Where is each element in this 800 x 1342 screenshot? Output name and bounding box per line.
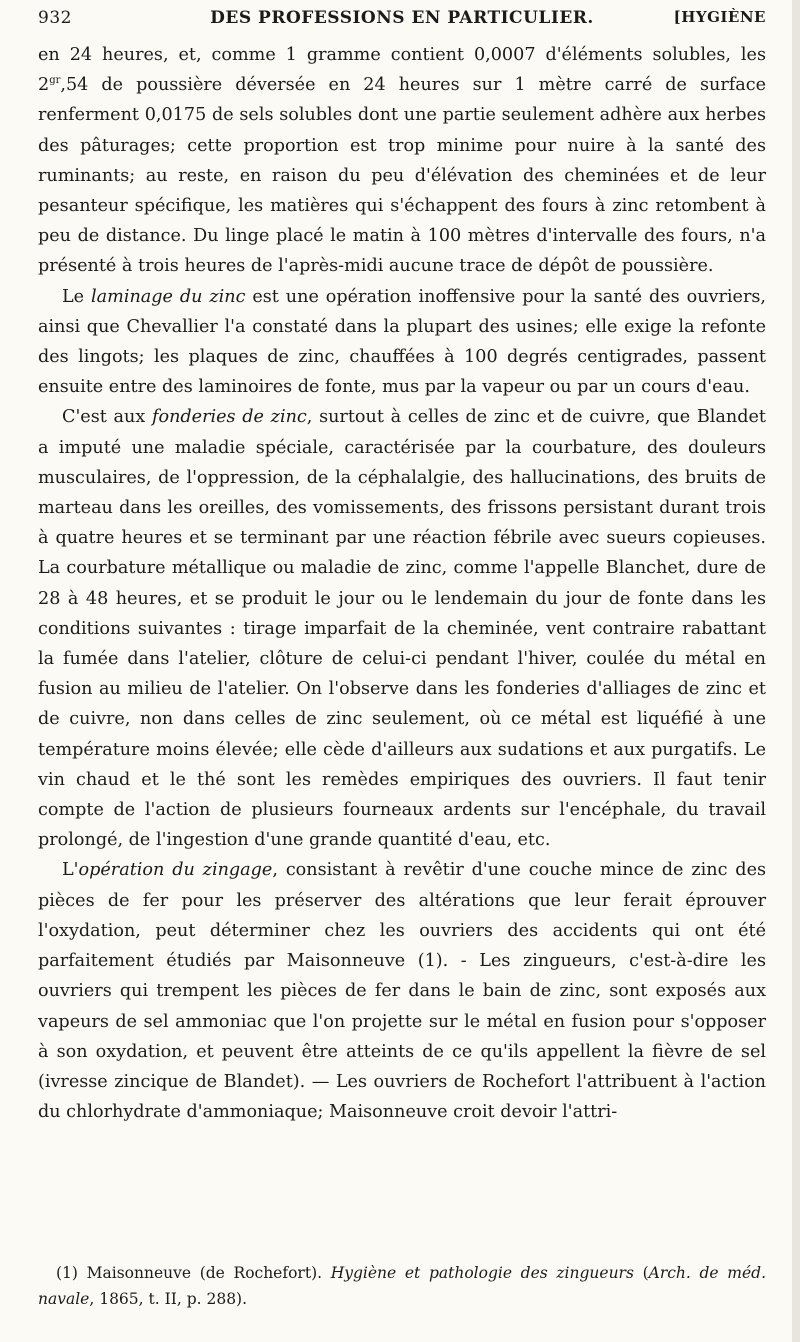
footnote-text-c: , 1865, t. II, p. 288).	[89, 1290, 248, 1308]
body-text	[38, 40, 766, 1127]
paragraph-3-text-a: C'est aux	[62, 407, 152, 428]
paragraph-3	[38, 402, 766, 855]
page-number: 932	[38, 8, 72, 28]
paragraph-4-emphasis: opération du zingage	[78, 860, 273, 881]
paragraph-1	[38, 40, 766, 282]
paragraph-2	[38, 282, 766, 403]
page-edge-shadow	[792, 0, 800, 1342]
paragraph-1-text-a: en 24 heures, et, comme 1 gramme contient 0,0007 d'éléments solubles, les 2	[38, 45, 766, 96]
footnote	[38, 1260, 766, 1312]
running-title: DES PROFESSIONS EN PARTICULIER.	[210, 8, 594, 28]
paragraph-4-text-a: L'	[62, 860, 79, 881]
paragraph-2-text-a: Le	[62, 286, 92, 307]
footnote-text-b: (	[633, 1264, 649, 1282]
paragraph-4	[38, 855, 766, 1127]
footnote-text-a: (1) Maisonneuve (de Rochefort).	[56, 1264, 331, 1282]
gram-superscript: gr	[49, 75, 61, 87]
footnote-1	[38, 1260, 766, 1312]
paragraph-3-emphasis: fonderies de zinc	[151, 407, 307, 428]
paragraph-2-text-b: est une opération inoffensive pour la santé des ouvriers, ainsi que Chevallier l'a constaté dans la plupart des usines; elle exige la refonte des lingots; les plaques de zinc, chauffées à 100 degrés centigrades, passent ensuite entre des laminoires de fonte, mus par la vapeur ou par un cours d'eau.	[38, 286, 766, 398]
paragraph-4-text-b: , consistant à revêtir d'une couche mince de zinc des pièces de fer pour les préserver des altérations que leur ferait éprouver l'oxydation, peut déterminer chez les ouvriers des accidents qui ont été parfaitement étudiés par Maisonneuve (1). - Les zingueurs, c'est-à-dire les ouvriers qui trempent les pièces de fer dans le bain de zinc, sont exposés aux vapeurs de sel ammoniac que l'on projette sur le métal en fusion pour s'opposer à son oxydation, et peuvent être atteints de ce qu'ils appellent la fièvre de sel (ivresse zincique de Blandet). — Les ouvriers de Rochefort l'attribuent à l'action du chlorhydrate d'ammoniaque; Maisonneuve croit devoir l'attri-	[38, 860, 767, 1123]
section-label: [HYGIÈNE	[673, 8, 766, 26]
footnote-journal: Arch. de méd. navale	[38, 1264, 766, 1308]
paragraph-3-text-b: , surtout à celles de zinc et de cuivre, que Blandet a imputé une maladie spéciale, caractérisée par la courbature, des douleurs musculaires, de l'oppression, de la céphalalgie, des hallucinations, des bruits de marteau dans les oreilles, des vomissements, des frissons persistant durant trois à quatre heures et se terminant par une réaction fébrile avec sueurs copieuses. La courbature métallique ou maladie de zinc, comme l'appelle Blanchet, dure de 28 à 48 heures, et se produit le jour ou le lendemain du jour de fonte dans les conditions suivantes : tirage imparfait de la cheminée, vent contraire rabattant la fumée dans l'atelier, clôture de celui-ci pendant l'hiver, coulée du métal en fusion au milieu de l'atelier. On l'observe dans les fonderies d'alliages de zinc et de cuivre, non dans celles de zinc seulement, où ce métal est liquéfié à une température moins élevée; elle cède d'ailleurs aux sudations et aux purgatifs. Le vin chaud et le thé sont les remèdes empiriques des ouvriers. Il faut tenir compte de l'action de plusieurs fourneaux ardents sur l'encéphale, du travail prolongé, de l'ingestion d'une grande quantité d'eau, etc.	[38, 407, 766, 851]
running-header	[38, 8, 766, 34]
book-page	[38, 0, 766, 1342]
footnote-title: Hygiène et pathologie des zingueurs	[330, 1264, 634, 1282]
paragraph-1-text-b: ,54 de poussière déversée en 24 heures sur 1 mètre carré de surface renferment 0,0175 de sels solubles dont une partie seulement adhère aux herbes des pâturages; cette proportion est trop minime pour nuire à la santé des ruminants; au reste, en raison du peu d'élévation des cheminées et de leur pesanteur spécifique, les matières qui s'échappent des fours à zinc retombent à peu de distance. Du linge placé le matin à 100 mètres d'intervalle des fours, n'a présenté à trois heures de l'après-midi aucune trace de dépôt de poussière.	[38, 75, 766, 277]
paragraph-2-emphasis: laminage du zinc	[91, 286, 246, 307]
